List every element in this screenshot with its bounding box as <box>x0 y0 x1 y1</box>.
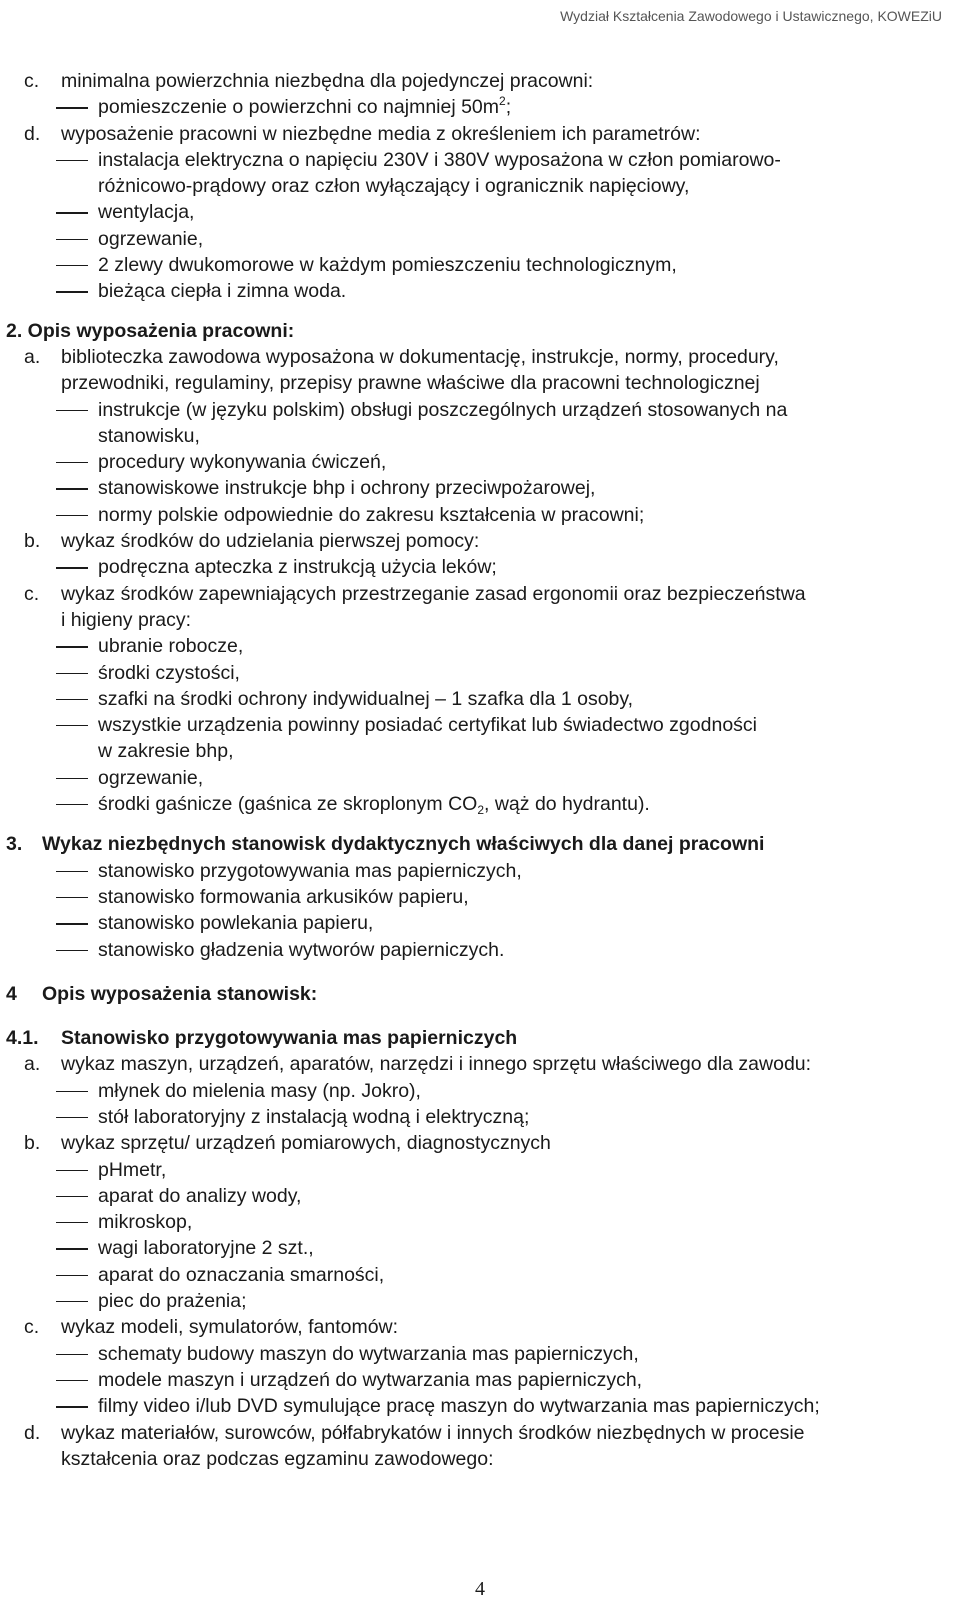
list-item <box>0 581 960 607</box>
page-header: Wydział Kształcenia Zawodowego i Ustawicznego, KOWEZiU <box>560 8 942 24</box>
bullet-text: podręczna apteczka z instrukcją użycia leków; <box>98 556 497 579</box>
bullet-item <box>0 1341 960 1367</box>
bullet-text: piec do prażenia; <box>98 1290 247 1313</box>
list-marker: b. <box>24 530 41 553</box>
bullet-item <box>0 884 960 910</box>
list-marker: c. <box>24 1316 40 1339</box>
list-text: i higieny pracy: <box>61 608 192 631</box>
bullet-item <box>0 858 960 884</box>
dash-bullet <box>56 1222 88 1223</box>
dash-bullet <box>56 725 88 726</box>
bullet-text: szafki na środki ochrony indywidualnej – 1 szafka dla 1 osoby, <box>98 687 634 710</box>
dash-bullet <box>56 1354 88 1355</box>
bullet-item <box>0 147 960 173</box>
bullet-text: filmy video i/lub DVD symulujące pracę maszyn do wytwarzania mas papierniczych; <box>98 1395 820 1418</box>
bullet-item <box>0 1157 960 1183</box>
list-marker: d. <box>24 122 41 145</box>
bullet-item <box>0 252 960 278</box>
bullet-text: stanowisko formowania arkusików papieru, <box>98 885 469 908</box>
list-item <box>0 528 960 554</box>
bullet-text: różnicowo-prądowy oraz człon wyłączający i ogranicznik napięciowy, <box>98 175 690 198</box>
bullet-text: pHmetr, <box>98 1158 167 1181</box>
dash-bullet <box>56 673 88 674</box>
bullet-text: wentylacja, <box>98 201 195 224</box>
dash-bullet <box>56 699 88 700</box>
bullet-item <box>0 475 960 501</box>
list-text: minimalna powierzchnia niezbędna dla pojedynczej pracowni: <box>61 70 594 92</box>
bullet-item <box>0 199 960 225</box>
bullet-item <box>0 686 960 712</box>
subsection-heading <box>0 1025 960 1051</box>
bullet-text: aparat do analizy wody, <box>98 1184 302 1207</box>
bullet-text: ogrzewanie, <box>98 227 204 250</box>
list-marker: a. <box>24 345 41 368</box>
bullet-item <box>0 712 960 738</box>
dash-bullet <box>56 1275 88 1276</box>
list-text: kształcenia oraz podczas egzaminu zawodowego: <box>61 1447 494 1470</box>
list-marker: c. <box>24 70 40 92</box>
dash-bullet <box>56 1380 88 1381</box>
section-title: 2. Opis wyposażenia pracowni: <box>6 319 295 342</box>
dash-bullet <box>56 897 88 898</box>
list-item <box>0 1314 960 1340</box>
dash-bullet <box>56 515 88 516</box>
bullet-item <box>0 502 960 528</box>
list-text: wyposażenie pracowni w niezbędne media z określeniem ich parametrów: <box>61 122 701 145</box>
dash-bullet <box>56 1170 88 1171</box>
list-text: wykaz środków zapewniających przestrzeganie zasad ergonomii oraz bezpieczeństwa <box>61 582 806 605</box>
dash-bullet <box>56 1091 88 1092</box>
bullet-text: ogrzewanie, <box>98 766 204 789</box>
dash-bullet <box>56 1301 88 1302</box>
bullet-continuation <box>0 423 960 449</box>
bullet-text: wagi laboratoryjne 2 szt., <box>98 1237 314 1260</box>
bullet-text: w zakresie bhp, <box>98 740 234 763</box>
bullet-item <box>0 1183 960 1209</box>
bullet-text: mikroskop, <box>98 1211 193 1234</box>
list-text: wykaz środków do udzielania pierwszej pomocy: <box>61 530 480 553</box>
list-text: wykaz sprzętu/ urządzeń pomiarowych, diagnostycznych <box>61 1132 551 1155</box>
list-continuation <box>0 1446 960 1472</box>
list-text: wykaz materiałów, surowców, półfabrykatów i innych środków niezbędnych w procesie <box>61 1421 805 1444</box>
bullet-text: stół laboratoryjny z instalacją wodną i elektryczną; <box>98 1105 530 1128</box>
bullet-continuation <box>0 738 960 764</box>
dash-bullet <box>56 265 88 266</box>
bullet-text: pomieszczenie o powierzchni co najmniej $50m^2$; <box>98 94 512 119</box>
list-item <box>0 121 960 147</box>
bullet-text: środki czystości, <box>98 661 240 684</box>
bullet-text: ubranie robocze, <box>98 635 244 658</box>
bullet-item <box>0 910 960 936</box>
bullet-text: młynek do mielenia masy (np. Jokro), <box>98 1079 421 1102</box>
subscript: 2 <box>477 803 485 818</box>
bullet-item <box>0 765 960 791</box>
section-heading <box>0 318 960 344</box>
list-item <box>0 1420 960 1446</box>
bullet-text: procedury wykonywania ćwiczeń, <box>98 451 387 474</box>
bullet-item <box>0 1078 960 1104</box>
section-heading <box>0 831 960 857</box>
bullet-text: stanowisko gładzenia wytworów papierniczych. <box>98 938 505 961</box>
document-body <box>0 68 960 1472</box>
bullet-item <box>0 397 960 423</box>
list-marker: d. <box>24 1421 41 1444</box>
list-item <box>0 1051 960 1077</box>
section-title: Wykaz niezbędnych stanowisk dydaktycznych właściwych dla danej pracowni <box>42 833 765 856</box>
bullet-text: aparat do oznaczania smarności, <box>98 1263 385 1286</box>
bullet-item <box>0 94 960 120</box>
dash-bullet <box>56 1248 88 1249</box>
list-item <box>0 68 960 94</box>
dash-bullet <box>56 871 88 872</box>
dash-bullet <box>56 950 88 951</box>
dash-bullet <box>56 291 88 292</box>
dash-bullet <box>56 778 88 779</box>
dash-bullet <box>56 212 88 213</box>
bullet-text: stanowiskowe instrukcje bhp i ochrony przeciwpożarowej, <box>98 477 596 500</box>
section-number: 3. <box>6 833 23 856</box>
section-number: 4 <box>6 982 17 1005</box>
dash-bullet <box>56 488 88 489</box>
dash-bullet <box>56 1196 88 1197</box>
bullet-continuation <box>0 173 960 199</box>
bullet-text: wszystkie urządzenia powinny posiadać certyfikat lub świadectwo zgodności <box>98 714 757 737</box>
bullet-item <box>0 449 960 475</box>
dash-bullet <box>56 239 88 240</box>
bullet-text: instalacja elektryczna o napięciu 230V i 380V wyposażona w człon pomiarowo- <box>98 148 781 171</box>
dash-bullet <box>56 1117 88 1118</box>
dash-bullet <box>56 107 88 108</box>
section-number: 4.1. <box>6 1027 39 1050</box>
bullet-text: 2 zlewy dwukomorowe w każdym pomieszczeniu technologicznym, <box>98 254 677 277</box>
bullet-text: stanowisko powlekania papieru, <box>98 912 374 935</box>
bullet-item <box>0 1262 960 1288</box>
section-title: Stanowisko przygotowywania mas papierniczych <box>61 1027 518 1050</box>
superscript: 2 <box>499 94 506 109</box>
dash-bullet <box>56 646 88 647</box>
section-title: Opis wyposażenia stanowisk: <box>42 982 318 1005</box>
bullet-item <box>0 554 960 580</box>
list-text: wykaz maszyn, urządzeń, aparatów, narzędzi i innego sprzętu właściwego dla zawodu: <box>61 1053 812 1076</box>
bullet-text: instrukcje (w języku polskim) obsługi poszczególnych urządzeń stosowanych na <box>98 398 788 421</box>
list-text: biblioteczka zawodowa wyposażona w dokumentację, instrukcje, normy, procedury, <box>61 345 779 368</box>
bullet-text: schematy budowy maszyn do wytwarzania mas papierniczych, <box>98 1342 639 1365</box>
dash-bullet <box>56 410 88 411</box>
list-continuation <box>0 370 960 396</box>
dash-bullet <box>56 923 88 924</box>
bullet-item <box>0 633 960 659</box>
section-heading <box>0 981 960 1007</box>
bullet-item <box>0 660 960 686</box>
bullet-item <box>0 226 960 252</box>
bullet-text: środki gaśnicze (gaśnica ze skroplonym $CO_2$, wąż do hydrantu). <box>98 793 650 818</box>
dash-bullet <box>56 160 88 161</box>
page-number: 4 <box>475 1578 485 1600</box>
bullet-item <box>0 1393 960 1419</box>
bullet-item <box>0 1288 960 1314</box>
dash-bullet <box>56 1406 88 1407</box>
bullet-item <box>0 1367 960 1393</box>
bullet-text: normy polskie odpowiednie do zakresu kształcenia w pracowni; <box>98 503 645 526</box>
list-text: przewodniki, regulaminy, przepisy prawne właściwe dla pracowni technologicznej <box>61 372 760 395</box>
bullet-item <box>0 791 960 817</box>
list-item <box>0 344 960 370</box>
bullet-item <box>0 1235 960 1261</box>
list-marker: c. <box>24 582 40 605</box>
dash-bullet <box>56 567 88 568</box>
list-item <box>0 1130 960 1156</box>
bullet-text: bieżąca ciepła i zimna woda. <box>98 280 347 303</box>
bullet-item <box>0 1104 960 1130</box>
list-marker: b. <box>24 1132 41 1155</box>
bullet-item <box>0 1209 960 1235</box>
bullet-text: stanowisku, <box>98 424 200 447</box>
list-text: wykaz modeli, symulatorów, fantomów: <box>61 1316 399 1339</box>
list-continuation <box>0 607 960 633</box>
bullet-text: stanowisko przygotowywania mas papierniczych, <box>98 859 522 882</box>
list-marker: a. <box>24 1053 41 1076</box>
bullet-item <box>0 278 960 304</box>
bullet-item <box>0 937 960 963</box>
dash-bullet <box>56 804 88 805</box>
dash-bullet <box>56 462 88 463</box>
bullet-text: modele maszyn i urządzeń do wytwarzania mas papierniczych, <box>98 1368 643 1391</box>
